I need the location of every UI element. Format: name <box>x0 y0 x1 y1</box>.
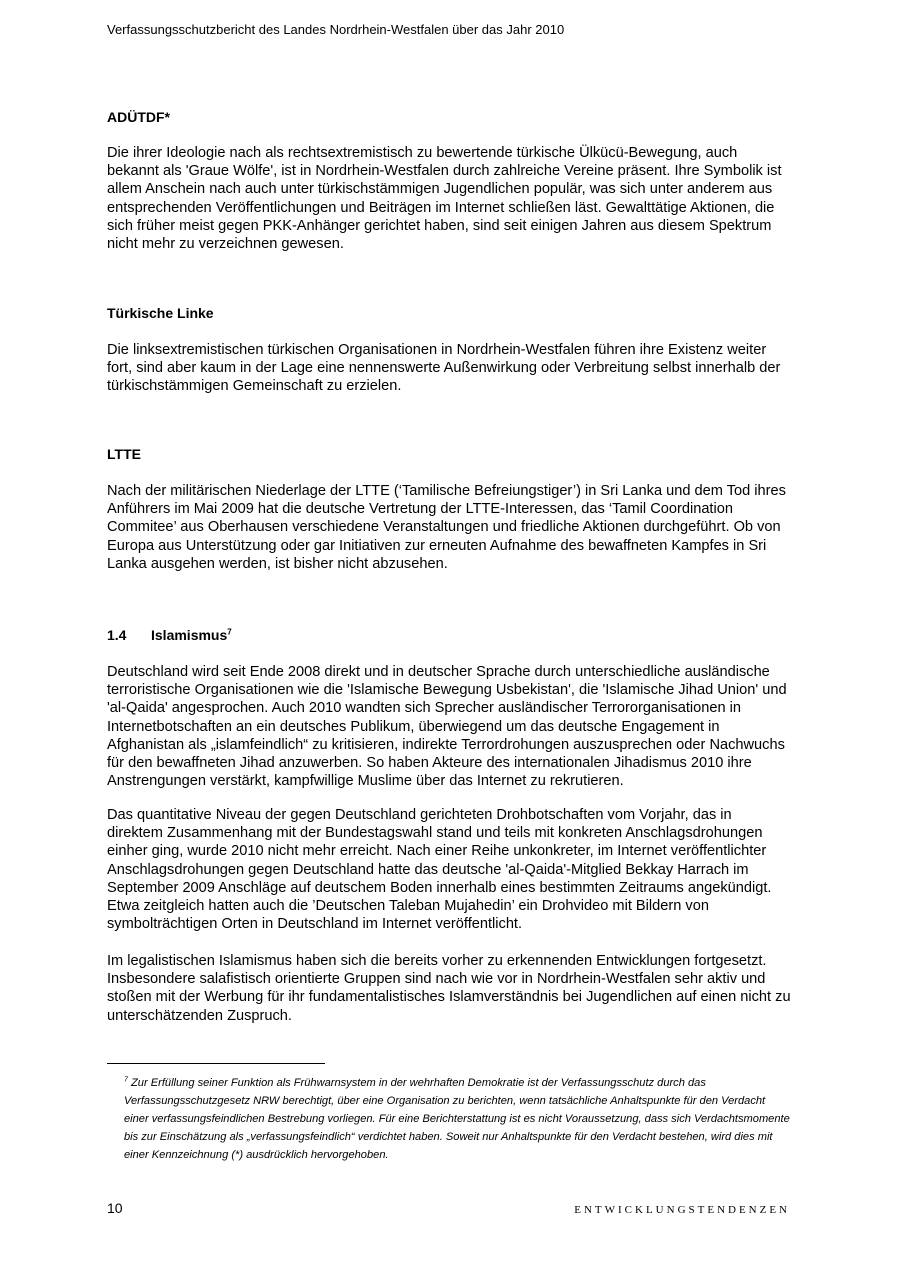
paragraph-islamismus-2: Das quantitative Niveau der gegen Deutschland gerichteten Drohbotschaften vom Vorjahr, das in direktem Zusammenhang mit der Bundestagswahl stand und teils mit konkreten Anschlagsdrohungen einher ging, wurde 2010 nicht mehr erreicht. Nach einer Reihe unkonkreter, im Internet veröffentlichter Anschlagsdrohungen gegen Deutschland hatte das deutsche 'al-Qaida'-Mitglied Bekkay Harrach im September 2009 Anschläge auf deutschem Boden innerhalb eines bestimmten Zeitraums angekündigt. Etwa zeitgleich hatten auch die ’Deutschen Taleban Mujahedin’ ein Drohvideo mit Bildern von symbolträchtigen Orten in Deutschland im Internet veröffentlicht. <box>107 807 772 933</box>
section-title-adutdf: ADÜTDF* <box>107 109 170 125</box>
paragraph-ltte: Nach der militärischen Niederlage der LTTE (‘Tamilische Befreiungstiger’) in Sri Lanka und dem Tod ihres Anführers im Mai 2009 hat die deutsche Vertretung der LTTE-Interessen, das ‘Tamil Coordination Commitee’ aus Oberhausen verschiedene Veranstaltungen und friedliche Aktionen durchgeführt. Ob von Europa aus Unterstützung oder gar Initiativen zur erneuten Aufnahme des bewaffneten Kampfes in Sri Lanka ausgehen werden, ist bisher nicht abzusehen. <box>107 483 786 572</box>
section-title-tuerkische-linke: Türkische Linke <box>107 305 214 321</box>
footnote <box>124 1074 790 1164</box>
footnote-divider <box>107 1063 325 1064</box>
section-number: 1.4 <box>107 627 127 643</box>
section-heading-islamismus <box>107 626 232 644</box>
footnote-text: Zur Erfüllung seiner Funktion als Frühwarnsystem in der wehrhaften Demokratie ist der Verfassungsschutz durch das Verfassungsschutzgesetz NRW berechtigt, über eine Organisation zu berichten, wenn tatsächliche Anhaltspunkte für den Verdacht einer verfassungsfeindlichen Bestrebung vorliegen. Für eine Berichterstattung ist es nicht Voraussetzung, dass sich Verdachtsmomente bis zur Einschätzung als „verfassungsfeindlich“ verdichtet haben. Soweit nur Anhaltspunkte für den Verdacht bestehen, wird dies mit einer Kennzeichnung (*) ausdrücklich hervorgehoben. <box>124 1077 790 1161</box>
page-number: 10 <box>107 1200 123 1216</box>
running-header: Verfassungsschutzbericht des Landes Nordrhein-Westfalen über das Jahr 2010 <box>107 22 565 37</box>
paragraph-tuerkische-linke: Die linksextremistischen türkischen Organisationen in Nordrhein-Westfalen führen ihre Existenz weiter fort, sind aber kaum in der Lage eine nennenswerte Außenwirkung oder Verbreitung selbst innerhalb der türkischstämmigen Gemeinschaft zu erzielen. <box>107 342 781 395</box>
paragraph-islamismus-3: Im legalistischen Islamismus haben sich die bereits vorher zu erkennenden Entwicklungen fortgesetzt. Insbesondere salafistisch orientierte Gruppen sind nach wie vor in Nordrhein-Westfalen sehr aktiv und stoßen mit der Werbung für ihr fundamentalistisches Islamverständnis bei Jugendlichen auf einen nicht zu unterschätzenden Zuspruch. <box>107 953 791 1024</box>
section-title-ltte: LTTE <box>107 446 141 462</box>
footnote-ref: 7 <box>227 627 232 637</box>
paragraph-adutdf: Die ihrer Ideologie nach als rechtsextremistisch zu bewertende türkische Ülkücü-Bewegung, auch bekannt als 'Graue Wölfe', ist in Nordrhein-Westfalen durch zahlreiche Vereine präsent. Ihre Symbolik ist allem Anschein nach auch unter türkischstämmigen Jugendlichen populär, was sich unter anderem aus entsprechenden Veröffentlichungen und Beiträgen im Internet schließen läst. Gewalttätige Aktionen, die sich früher meist gegen PKK-Anhänger gerichtet haben, sind seit einigen Jahren aus diesem Spektrum nicht mehr zu verzeichnen gewesen. <box>107 145 782 253</box>
footnote-marker: 7 <box>124 1076 128 1084</box>
section-title-islamismus: Islamismus <box>151 627 228 643</box>
chapter-label: ENTWICKLUNGSTENDENZEN <box>574 1204 790 1216</box>
paragraph-islamismus-1: Deutschland wird seit Ende 2008 direkt und in deutscher Sprache durch unterschiedliche ausländische terroristische Organisationen wie die 'Islamische Bewegung Usbekistan', die 'Islamische Jihad Union' und 'al-Qaida' angesprochen. Auch 2010 wandten sich Sprecher ausländischer Terrororganisationen in Internetbotschaften an ein deutsches Publikum, überwiegend um das deutsche Engagement in Afghanistan als „islamfeindlich“ zu kritisieren, indirekte Terrordrohungen auszusprechen oder Nachwuchs für den bewaffneten Jihad anzuwerben. So haben Akteure des internationalen Jihadismus 2010 ihre Anstrengungen verstärkt, kampfwillige Muslime über das Internet zu rekrutieren. <box>107 664 787 790</box>
